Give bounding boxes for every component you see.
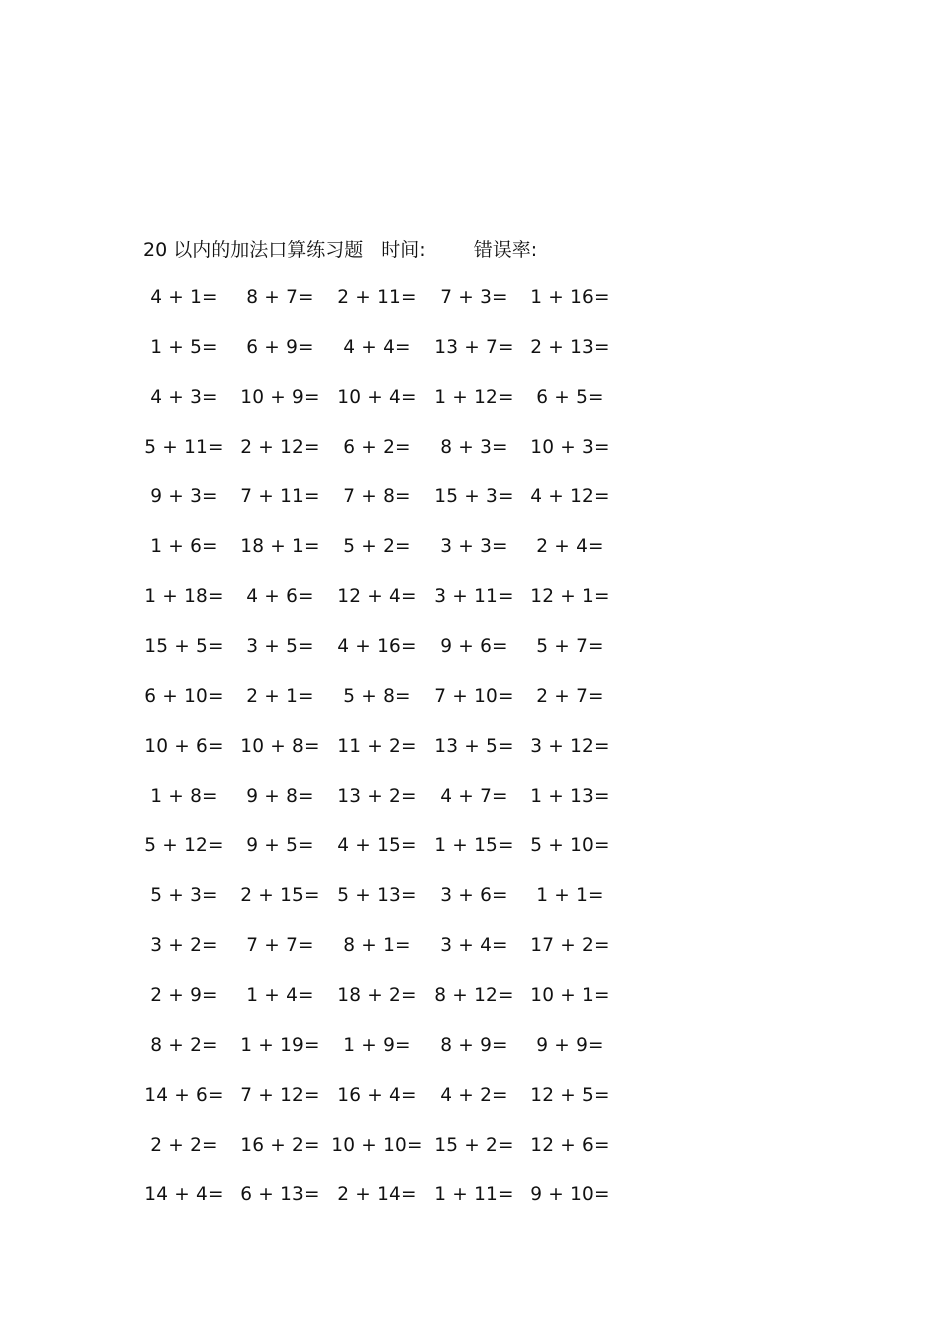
problem-item: 7 + 12= xyxy=(240,1084,320,1106)
problem-item: 1 + 15= xyxy=(434,835,514,857)
problem-item: 9 + 3= xyxy=(150,486,218,508)
problem-item: 1 + 8= xyxy=(150,785,218,807)
problem-item: 2 + 15= xyxy=(240,885,320,907)
problem-item: 1 + 1= xyxy=(536,885,604,907)
problem-item: 4 + 7= xyxy=(440,785,508,807)
problem-item: 13 + 5= xyxy=(434,735,514,757)
problem-item: 7 + 3= xyxy=(440,287,508,308)
problem-item: 16 + 4= xyxy=(337,1084,417,1106)
problem-item: 5 + 3= xyxy=(150,885,218,907)
problem-item: 1 + 6= xyxy=(150,536,218,558)
problem-item: 16 + 2= xyxy=(240,1134,320,1156)
problem-item: 15 + 2= xyxy=(434,1134,514,1156)
problem-item: 9 + 5= xyxy=(246,835,314,857)
problem-item: 10 + 4= xyxy=(337,386,417,408)
problem-item: 3 + 6= xyxy=(440,885,508,907)
problem-item: 8 + 9= xyxy=(440,1034,508,1056)
problem-item: 4 + 2= xyxy=(440,1084,508,1106)
problem-item: 1 + 9= xyxy=(343,1034,411,1056)
problem-item: 11 + 2= xyxy=(337,735,417,757)
error-rate-label: 错误率: xyxy=(473,239,538,261)
problem-item: 2 + 7= xyxy=(536,685,604,707)
problem-item: 2 + 1= xyxy=(246,685,314,707)
problem-item: 10 + 8= xyxy=(240,735,320,757)
problem-item: 4 + 4= xyxy=(343,336,411,358)
problem-item: 7 + 11= xyxy=(240,486,320,508)
problem-item: 18 + 1= xyxy=(240,536,320,558)
problem-item: 14 + 6= xyxy=(144,1084,224,1106)
problem-item: 12 + 1= xyxy=(530,586,610,608)
problem-item: 5 + 11= xyxy=(144,436,224,458)
problem-item: 1 + 18= xyxy=(144,586,224,608)
problem-item: 3 + 5= xyxy=(246,636,314,657)
problem-item: 2 + 13= xyxy=(530,336,610,358)
problem-item: 9 + 10= xyxy=(530,1184,610,1206)
problem-item: 6 + 9= xyxy=(246,336,314,358)
problem-item: 10 + 1= xyxy=(530,984,610,1006)
problem-item: 6 + 10= xyxy=(144,685,224,707)
problem-item: 1 + 5= xyxy=(150,336,218,358)
problem-item: 10 + 10= xyxy=(331,1134,423,1156)
problem-item: 10 + 3= xyxy=(530,436,610,458)
problem-item: 3 + 4= xyxy=(440,935,508,957)
problem-item: 9 + 9= xyxy=(536,1034,604,1056)
problem-item: 4 + 16= xyxy=(337,636,417,657)
problem-item: 2 + 4= xyxy=(536,536,604,558)
problem-item: 14 + 4= xyxy=(144,1184,224,1206)
problem-item: 18 + 2= xyxy=(337,984,417,1006)
problem-item: 5 + 7= xyxy=(536,636,604,657)
problem-item: 1 + 4= xyxy=(246,984,314,1006)
time-label: 时间: xyxy=(381,239,426,261)
problem-item: 7 + 7= xyxy=(246,935,314,957)
problem-item: 2 + 9= xyxy=(150,984,218,1006)
problem-item: 12 + 6= xyxy=(530,1134,610,1156)
problem-item: 8 + 12= xyxy=(434,984,514,1006)
problem-item: 6 + 13= xyxy=(240,1184,320,1206)
problem-item: 3 + 12= xyxy=(530,735,610,757)
worksheet-title: 20 以内的加法口算练习题 xyxy=(143,239,364,261)
problem-item: 2 + 11= xyxy=(337,287,417,308)
problem-item: 5 + 10= xyxy=(530,835,610,857)
problem-item: 4 + 1= xyxy=(150,287,218,308)
problem-item: 3 + 3= xyxy=(440,536,508,558)
problem-item: 10 + 6= xyxy=(144,735,224,757)
problem-item: 8 + 2= xyxy=(150,1034,218,1056)
problem-item: 1 + 16= xyxy=(530,287,610,308)
problem-item: 6 + 5= xyxy=(536,386,604,408)
problem-item: 15 + 3= xyxy=(434,486,514,508)
problem-item: 4 + 15= xyxy=(337,835,417,857)
problem-item: 9 + 6= xyxy=(440,636,508,657)
problem-item: 5 + 13= xyxy=(337,885,417,907)
problem-item: 5 + 2= xyxy=(343,536,411,558)
problem-item: 5 + 12= xyxy=(144,835,224,857)
problem-item: 3 + 11= xyxy=(434,586,514,608)
problem-item: 12 + 4= xyxy=(337,586,417,608)
problem-item: 7 + 10= xyxy=(434,685,514,707)
problem-item: 12 + 5= xyxy=(530,1084,610,1106)
problem-item: 7 + 8= xyxy=(343,486,411,508)
problem-item: 1 + 12= xyxy=(434,386,514,408)
problem-item: 4 + 12= xyxy=(530,486,610,508)
problem-item: 3 + 2= xyxy=(150,935,218,957)
problem-item: 8 + 3= xyxy=(440,436,508,458)
problem-item: 4 + 3= xyxy=(150,386,218,408)
problem-item: 1 + 11= xyxy=(434,1184,514,1206)
problem-item: 1 + 19= xyxy=(240,1034,320,1056)
problem-item: 6 + 2= xyxy=(343,436,411,458)
problem-item: 2 + 14= xyxy=(337,1184,417,1206)
problem-item: 2 + 2= xyxy=(150,1134,218,1156)
problem-item: 10 + 9= xyxy=(240,386,320,408)
problem-item: 5 + 8= xyxy=(343,685,411,707)
problem-item: 4 + 6= xyxy=(246,586,314,608)
problem-item: 8 + 7= xyxy=(246,287,314,308)
problem-item: 8 + 1= xyxy=(343,935,411,957)
problem-item: 1 + 13= xyxy=(530,785,610,807)
problem-item: 9 + 8= xyxy=(246,785,314,807)
problem-item: 13 + 7= xyxy=(434,336,514,358)
problem-item: 15 + 5= xyxy=(144,636,224,657)
problem-item: 13 + 2= xyxy=(337,785,417,807)
problem-item: 2 + 12= xyxy=(240,436,320,458)
problem-item: 17 + 2= xyxy=(530,935,610,957)
